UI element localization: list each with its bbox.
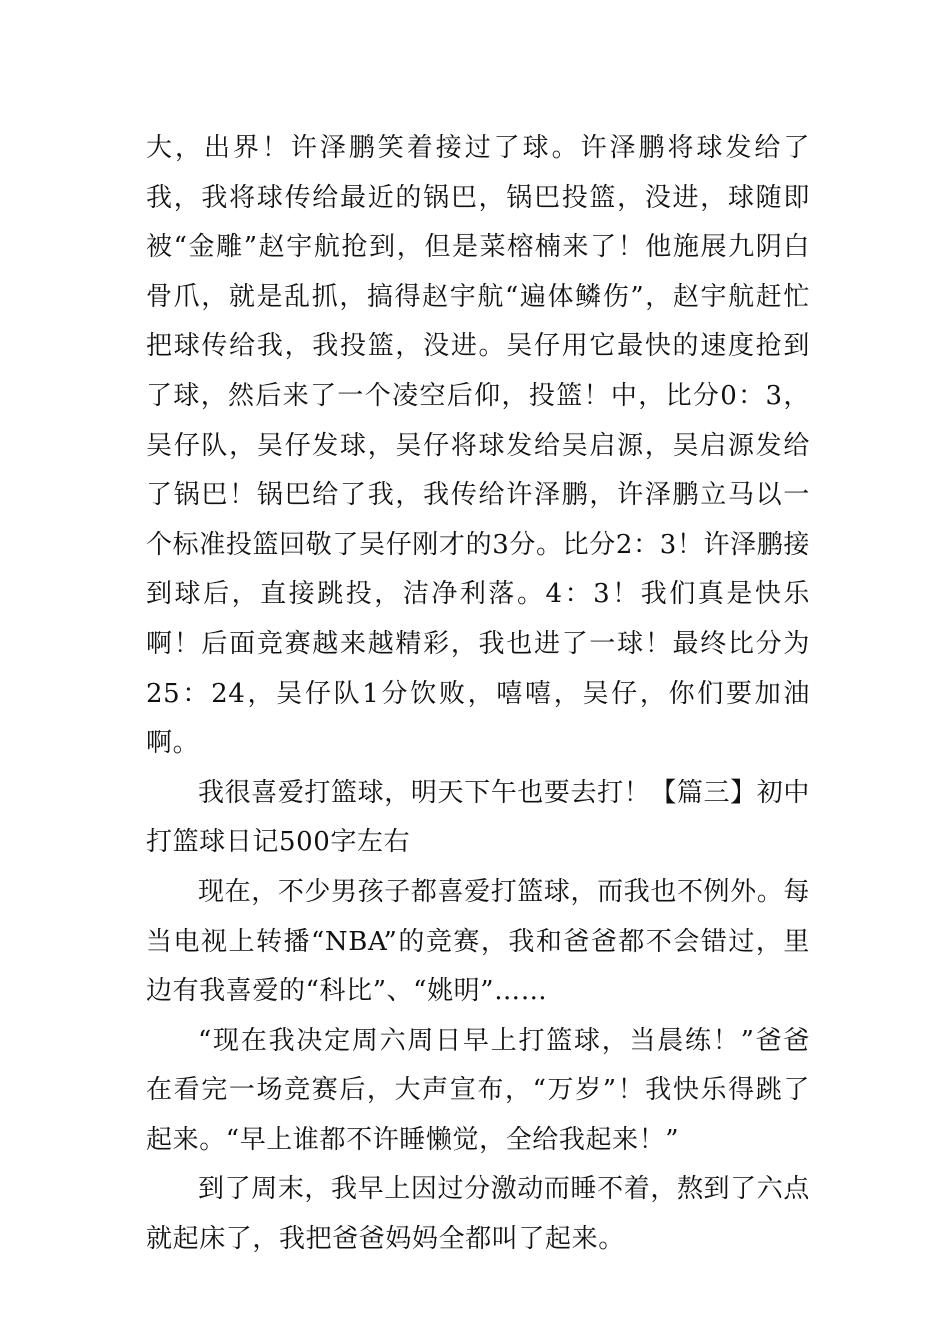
paragraph-1: 大，出界！许泽鹏笑着接过了球。许泽鹏将球发给了我，我将球传给最近的锅巴，锅巴投篮，没进，球随即被“金雕”赵宇航抢到，但是菜榕楠来了！他施展九阴白骨爪，就是乱抓，搞得赵宇航“遍体鳞伤”，赵宇航赶忙把球传给我，我投篮，没进。吴仔用它最快的速度抢到了球，然后来了一个凌空后仰，投篮！中，比分0：3，吴仔队，吴仔发球，吴仔将球发给吴启源，吴启源发给了锅巴！锅巴给了我，我传给许泽鹏，许泽鹏立马以一个标准投篮回敬了吴仔刚才的3分。比分2：3！许泽鹏接到球后，直接跳投，洁净利落。4：3！我们真是快乐啊！后面竞赛越来越精彩，我也进了一球！最终比分为25：24，吴仔队1分饮败，嘻嘻，吴仔，你们要加油啊。 <box>146 133 810 759</box>
paragraph-3: 现在，不少男孩子都喜爱打篮球，而我也不例外。每当电视上转播“NBA”的竞赛，我和爸爸都不会错过，里边有我喜爱的“科比”、“姚明”…… <box>146 876 810 1007</box>
paragraph-2: 我很喜爱打篮球，明天下午也要去打！【篇三】初中打篮球日记500字左右 <box>146 777 810 858</box>
document-body <box>146 124 810 1265</box>
paragraph-4: “现在我决定周六周日早上打篮球，当晨练！”爸爸在看完一场竞赛后，大声宣布，“万岁”！我快乐得跳了起来。“早上谁都不许睡懒觉，全给我起来！” <box>146 1025 810 1155</box>
paragraph-5: 到了周末，我早上因过分激动而睡不着，熬到了六点就起床了，我把爸爸妈妈全都叫了起来。 <box>146 1174 810 1255</box>
